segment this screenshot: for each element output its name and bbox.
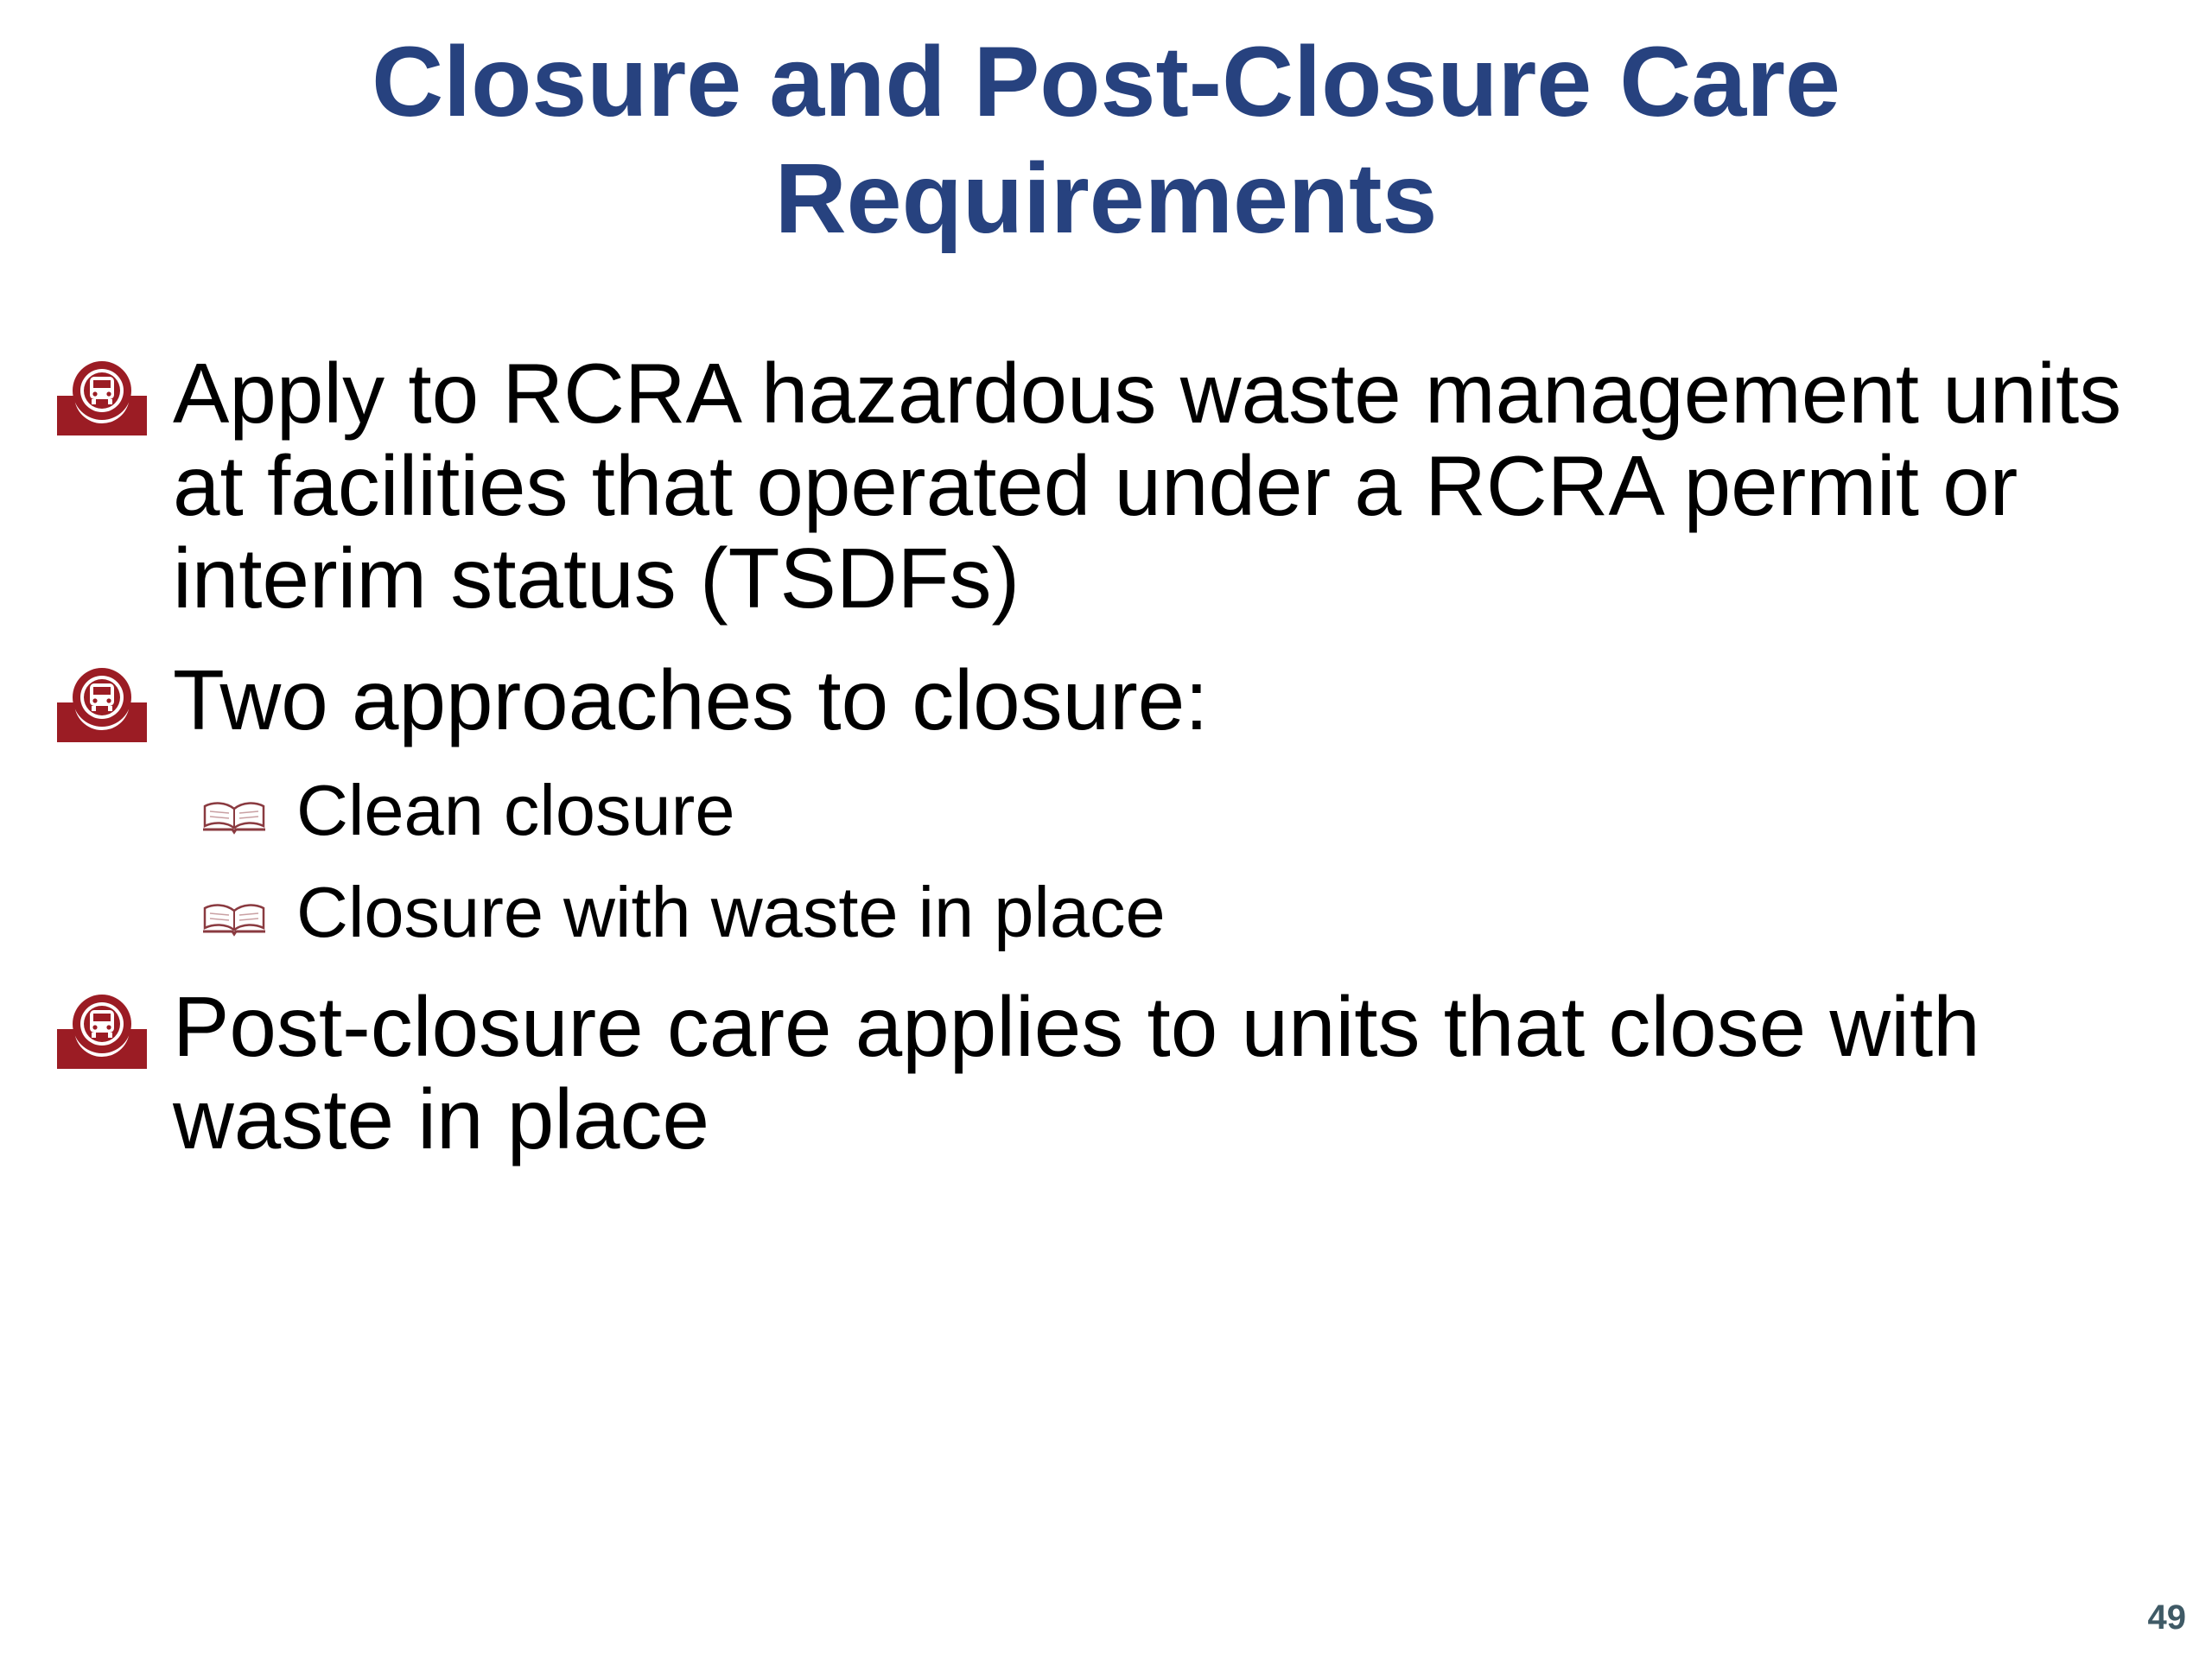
bullet-text: Apply to RCRA hazardous waste management units at facilities that operated under a RCRA permit or interim status (TSDFs): [173, 346, 2122, 626]
bullet-item: [173, 347, 2195, 625]
bus-badge-icon: [57, 659, 147, 742]
open-book-icon: [201, 902, 267, 937]
bullet-text: Two approaches to closure:: [173, 652, 1209, 747]
bus-badge-icon: [57, 353, 147, 435]
page-number: 49: [2147, 1599, 2186, 1637]
sub-bullet-item: [296, 869, 2111, 956]
open-book-icon: [201, 800, 267, 835]
slide-title-line-1: Closure and Post-Closure Care: [372, 27, 1840, 137]
sub-bullet-item: [296, 767, 2111, 854]
sub-bullet-text: Closure with waste in place: [296, 872, 1166, 952]
bullet-item: [173, 981, 2195, 1166]
bullet-text: Post-closure care applies to units that close with waste in place: [173, 979, 1980, 1166]
slide-title-line-2: Requirements: [774, 143, 1438, 254]
bus-badge-icon: [57, 986, 147, 1069]
sub-bullet-text: Clean closure: [296, 770, 735, 850]
bullet-item: [173, 654, 2195, 747]
